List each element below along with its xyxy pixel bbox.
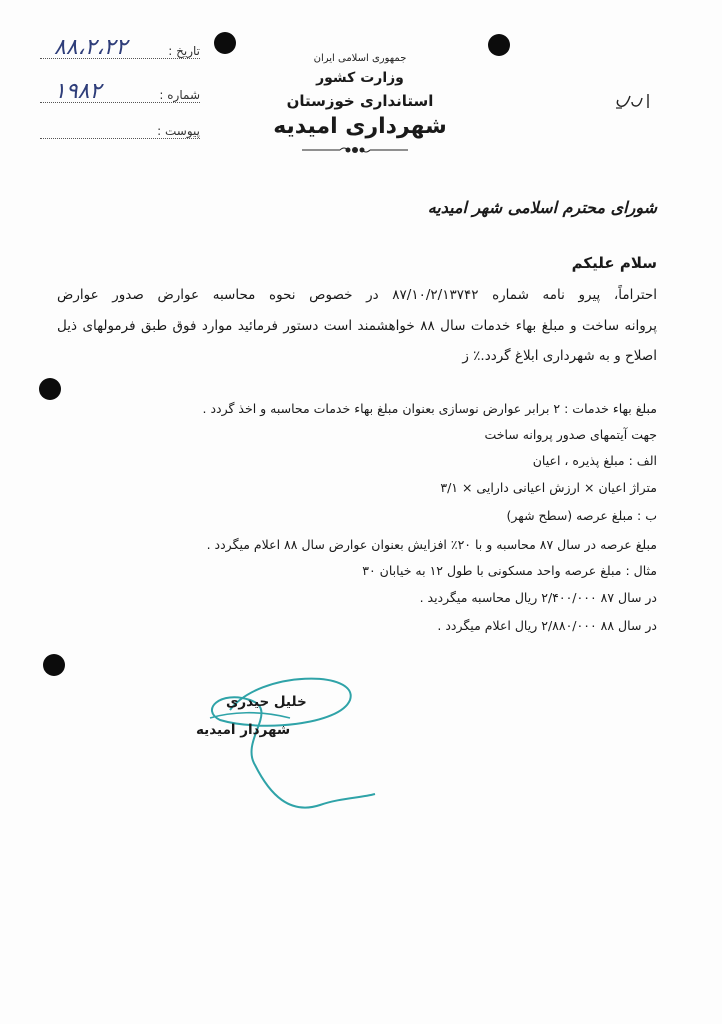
handwritten-signature [200, 670, 385, 820]
punch-hole-top-left [214, 32, 236, 54]
bismillah-calligraphy-icon [612, 90, 652, 112]
header-governorate: استانداری خوزستان [286, 92, 434, 110]
header-municipality: شهرداری امیدیه [273, 114, 447, 139]
greeting: سلام علیکم [571, 254, 657, 272]
signatory-name: خلیل حیدری [226, 694, 307, 710]
number-field [40, 79, 200, 106]
body-line: الف : مبلغ پذیره ، اعیان [532, 453, 657, 468]
signatory-title: شهردار امیدیه [196, 722, 291, 738]
body-line: مبلغ عرصه در سال ۸۷ محاسبه و با ۲۰٪ افزایش بعنوان عوارض سال ۸۸ اعلام میگردد . [206, 537, 657, 552]
header-ornament-icon [300, 144, 410, 156]
header-ministry: وزارت کشور [316, 70, 404, 86]
paragraph-line-2: پروانه ساخت و مبلغ بهاء خدمات سال ۸۸ خواهشمند است دستور فرمائید موارد فوق طبق فرمولهای ذیل [57, 318, 657, 334]
paragraph-line-1: احتراماً، پیرو نامه شماره ۸۷/۱۰/۲/۱۳۷۴۲ در خصوص نحوه محاسبه عوارض صدور عوارض [57, 287, 657, 303]
punch-hole-lower [43, 654, 65, 676]
body-line: جهت آیتمهای صدور پروانه ساخت [484, 427, 657, 442]
addressee: شورای محترم اسلامی شهر امیدیه [427, 198, 657, 217]
punch-hole-middle [39, 378, 61, 400]
attachment-label: پیوست : [157, 124, 200, 138]
header-country: جمهوری اسلامی ایران [313, 53, 407, 64]
paragraph-line-3: اصلاح و به شهرداری ابلاغ گردد.٪ ز [462, 348, 657, 364]
date-field [40, 35, 200, 62]
attachment-field [40, 120, 200, 142]
body-line: ب : مبلغ عرصه (سطح شهر) [506, 508, 657, 523]
number-label: شماره : [159, 88, 200, 102]
date-label: تاریخ : [168, 44, 200, 58]
body-line: در سال ۸۸ ۲/۸۸۰/۰۰۰ ریال اعلام میگردد . [437, 618, 657, 633]
date-value: ۸۸،۲،۲۲ [54, 35, 128, 60]
body-line: متراژ اعیان × ارزش اعیانی دارایی × ۳/۱ [440, 480, 657, 495]
punch-hole-top-right [488, 34, 510, 56]
body-line: مبلغ بهاء خدمات : ۲ برابر عوارض نوسازی بعنوان مبلغ بهاء خدمات محاسبه و اخذ گردد . [202, 401, 657, 416]
body-line: در سال ۸۷ ۲/۴۰۰/۰۰۰ ریال محاسبه میگردید . [419, 590, 657, 605]
number-value: ۱۹۸۲ [54, 79, 102, 104]
body-line: مثال : مبلغ عرصه واحد مسکونی با طول ۱۲ به خیابان ۳۰ [362, 563, 657, 578]
